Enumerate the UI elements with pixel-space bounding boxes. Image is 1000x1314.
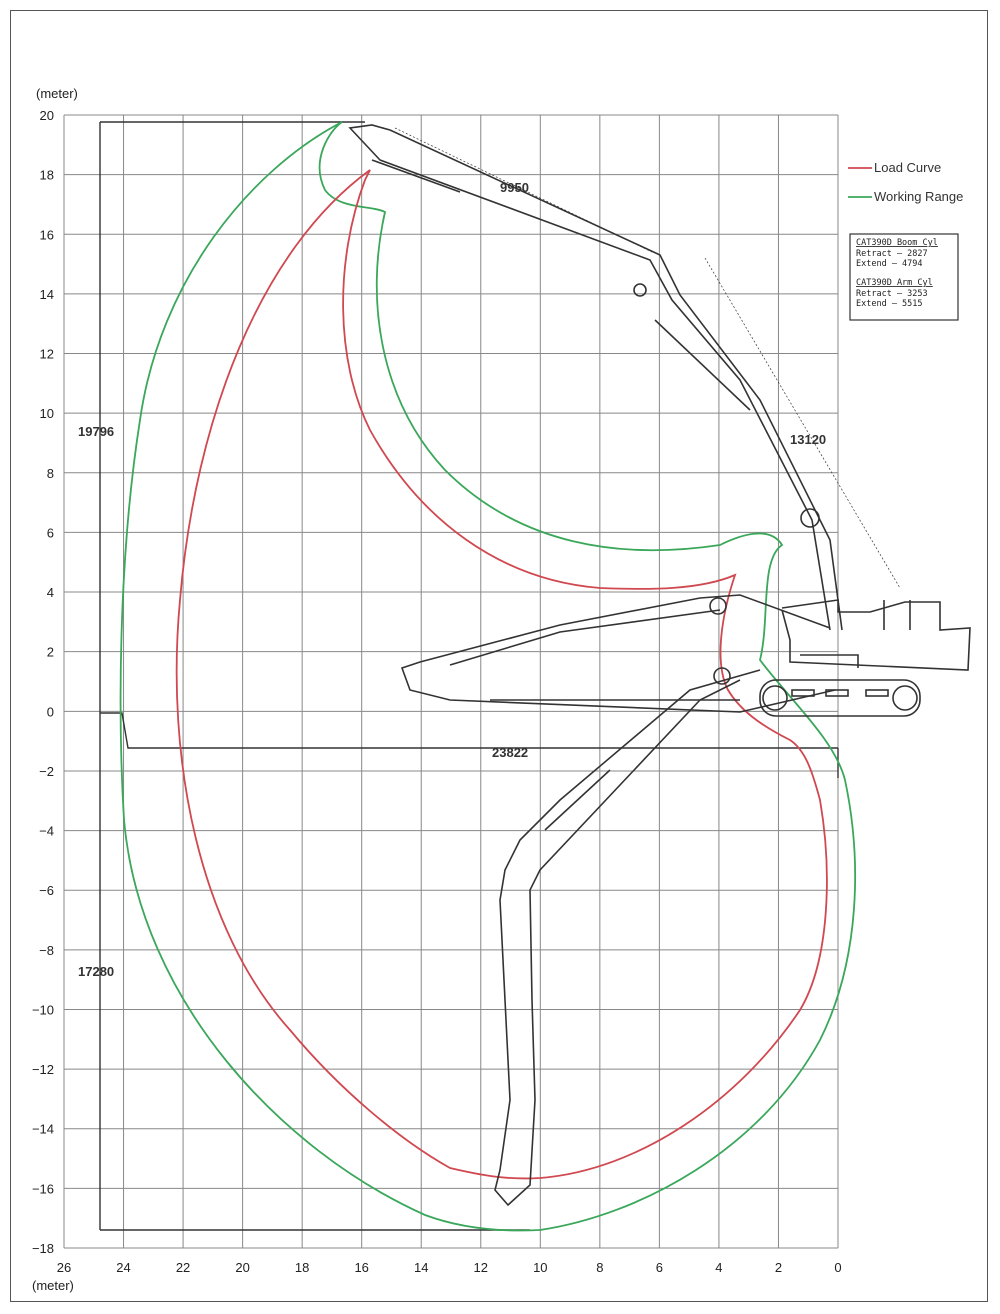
x-tick-label: 2: [774, 1260, 783, 1275]
x-tick-label: 4: [715, 1260, 723, 1275]
max-reach-label: 23822: [492, 745, 529, 760]
y-tick-label: −2: [39, 763, 54, 779]
x-axis-ticks: [57, 1260, 842, 1275]
arm-cyl-title: CAT390D Arm Cyl: [856, 278, 933, 288]
y-tick-label: −18: [31, 1241, 54, 1256]
y-tick-label: 0: [46, 704, 54, 720]
x-tick-label: 16: [354, 1260, 369, 1275]
y-axis-ticks: [32, 108, 54, 1256]
boom-length-label: 13120: [790, 432, 827, 447]
x-tick-label: 18: [294, 1260, 310, 1275]
legend-load-curve: Load Curve: [874, 160, 942, 175]
boom-cyl-title: CAT390D Boom Cyl: [856, 238, 938, 248]
boom-cyl-retract: Retract – 2827: [856, 249, 928, 259]
working-range-curve: [121, 122, 856, 1230]
x-tick-label: 26: [56, 1260, 72, 1275]
y-tick-label: −6: [39, 883, 54, 899]
x-tick-label: 20: [235, 1260, 250, 1275]
y-tick-label: 18: [39, 167, 54, 183]
y-tick-label: −14: [31, 1121, 54, 1137]
x-axis-unit-label: (meter): [32, 1278, 74, 1293]
max-depth-label: 17280: [78, 964, 115, 979]
max-height-label: 19796: [78, 424, 115, 439]
y-tick-label: −4: [39, 823, 54, 839]
legend: [848, 160, 963, 204]
x-tick-label: 6: [655, 1260, 664, 1275]
y-tick-label: −10: [31, 1002, 54, 1018]
y-tick-label: 20: [39, 108, 54, 123]
y-tick-label: 6: [46, 525, 54, 541]
y-tick-label: −12: [31, 1062, 54, 1078]
dimension-lines: [100, 122, 900, 1230]
y-tick-label: 2: [46, 644, 54, 660]
cylinder-info-box: [850, 234, 958, 320]
x-tick-label: 10: [533, 1260, 548, 1275]
y-tick-label: 8: [46, 465, 54, 481]
x-tick-label: 12: [473, 1260, 489, 1275]
y-axis-unit-label: (meter): [36, 86, 78, 101]
x-tick-label: 8: [596, 1260, 604, 1275]
x-tick-label: 22: [175, 1260, 191, 1275]
x-tick-label: 0: [834, 1260, 842, 1275]
y-tick-label: 4: [46, 585, 54, 601]
top-arm-length-label: 9950: [500, 180, 529, 195]
x-tick-label: 24: [116, 1260, 131, 1275]
y-tick-label: 12: [39, 346, 54, 362]
arm-cyl-retract: Retract – 3253: [856, 289, 928, 299]
y-tick-label: −8: [39, 942, 54, 958]
legend-working-range: Working Range: [874, 189, 964, 204]
x-tick-label: 14: [413, 1260, 429, 1275]
y-tick-label: −16: [31, 1181, 54, 1197]
boom-cyl-extend: Extend – 4794: [856, 259, 923, 269]
y-tick-label: 14: [39, 286, 54, 302]
arm-cyl-extend: Extend – 5515: [856, 299, 923, 309]
y-tick-label: 10: [39, 406, 54, 422]
y-tick-label: 16: [39, 227, 54, 243]
